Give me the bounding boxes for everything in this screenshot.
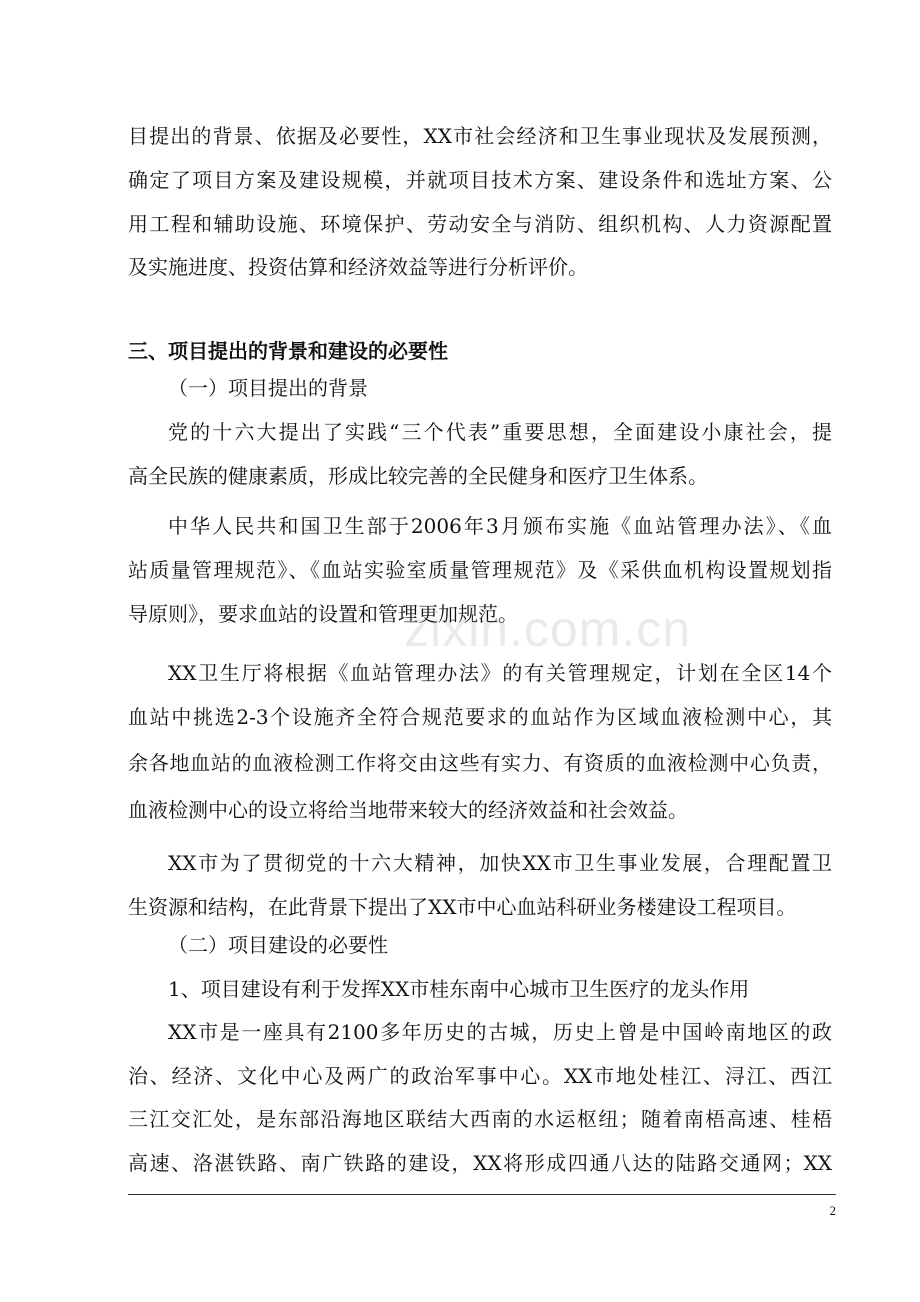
paragraph-line: 生资源和结构，在此背景下提出了XX市中心血站科研业务楼建设工程项目。 xyxy=(128,895,797,919)
paragraph-line: 站质量管理规范》、《血站实验室质量管理规范》及《采供血机构设置规划指 xyxy=(128,558,832,582)
paragraph-line: 治、经济、文化中心及两广的政治军事中心。XX市地处桂江、浔江、西江 xyxy=(128,1064,832,1088)
paragraph-line: 确定了项目方案及建设规模，并就项目技术方案、建设条件和选址方案、公 xyxy=(128,168,832,192)
section-heading: 三、项目提出的背景和建设的必要性 xyxy=(128,339,448,363)
paragraph-line: XX市为了贯彻党的十六大精神，加快XX市卫生事业发展，合理配置卫 xyxy=(168,851,832,875)
paragraph-line: 中华人民共和国卫生部于2006年3月颁布实施《血站管理办法》、《血 xyxy=(168,514,832,538)
paragraph-line: XX卫生厅将根据《血站管理办法》的有关管理规定，计划在全区14个 xyxy=(168,661,832,685)
paragraph-line: 高全民族的健康素质，形成比较完善的全民健身和医疗卫生体系。 xyxy=(128,464,708,488)
subsection-heading: （二）项目建设的必要性 xyxy=(168,933,388,957)
paragraph-line: 血站中挑选2-3个设施齐全符合规范要求的血站作为区域血液检测中心，其 xyxy=(128,705,832,729)
footer-rule xyxy=(128,1194,836,1195)
paragraph-line: 余各地血站的血液检测工作将交由这些有实力、有资质的血液检测中心负责， xyxy=(128,751,832,775)
paragraph-line: 用工程和辅助设施、环境保护、劳动安全与消防、组织机构、人力资源配置 xyxy=(128,212,832,236)
page-number: 2 xyxy=(829,1203,836,1218)
paragraph-line: 高速、洛湛铁路、南广铁路的建设，XX将形成四通八达的陆路交通网；XX xyxy=(128,1151,832,1175)
paragraph-line: 1、项目建设有利于发挥XX市桂东南中心城市卫生医疗的龙头作用 xyxy=(168,977,750,1001)
paragraph-line: XX市是一座具有2100多年历史的古城，历史上曾是中国岭南地区的政 xyxy=(168,1020,832,1044)
subsection-heading: （一）项目提出的背景 xyxy=(168,376,368,400)
paragraph-line: 党的十六大提出了实践“三个代表”重要思想，全面建设小康社会，提 xyxy=(168,420,832,444)
paragraph-line: 目提出的背景、依据及必要性，XX市社会经济和卫生事业现状及发展预测， xyxy=(128,124,832,148)
paragraph-line: 及实施进度、投资估算和经济效益等进行分析评价。 xyxy=(128,255,588,279)
watermark: zixin.com.cn xyxy=(404,601,692,657)
paragraph-line: 血液检测中心的设立将给当地带来较大的经济效益和社会效益。 xyxy=(128,798,688,822)
paragraph-line: 三江交汇处，是东部沿海地区联结大西南的水运枢纽；随着南梧高速、桂梧 xyxy=(128,1107,832,1131)
paragraph-line: 导原则》，要求血站的设置和管理更加规范。 xyxy=(128,602,518,626)
